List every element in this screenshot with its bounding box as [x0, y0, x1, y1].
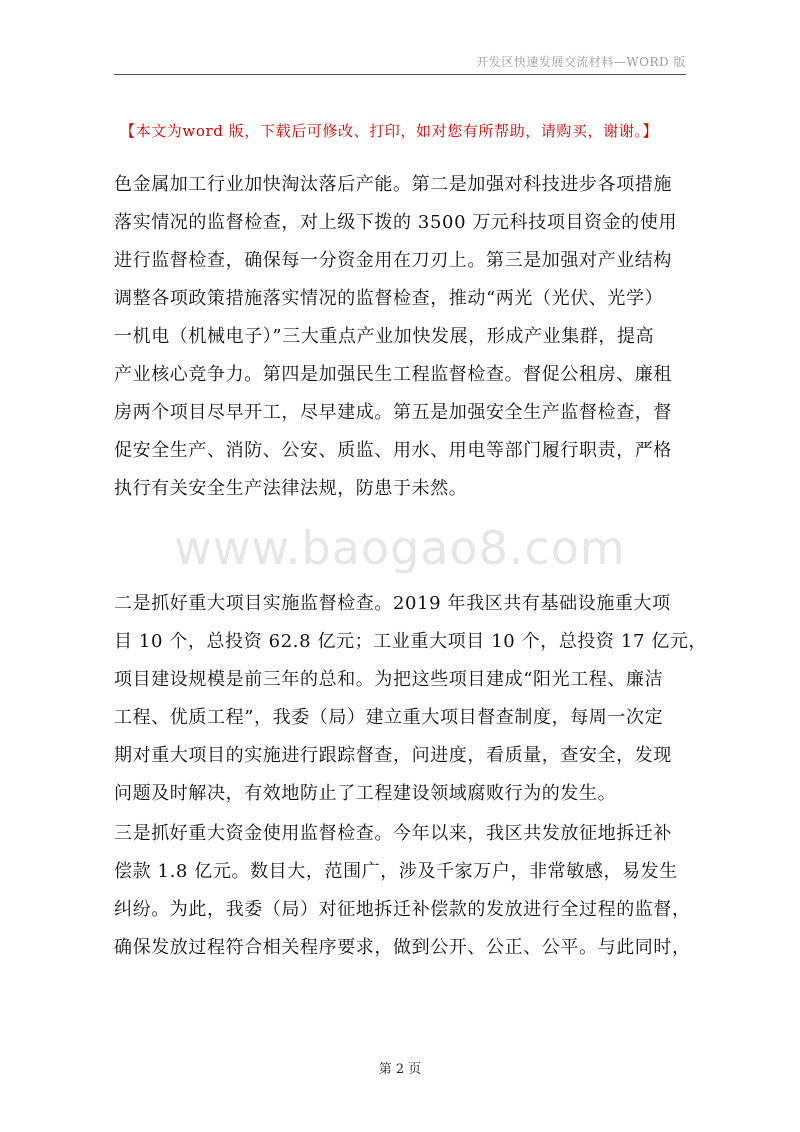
paragraph-line: 期对重大项目的实施进行跟踪督查，问进度，看质量，查安全，发现	[114, 745, 672, 766]
paragraph-line: 问题及时解决，有效地防止了工程建设领域腐败行为的发生。	[114, 783, 617, 804]
document-header-title: 开发区快速发展交流材料—WORD 版	[476, 55, 686, 69]
paragraph-line: 执行有关安全生产法律法规，防患于未然。	[114, 478, 468, 499]
watermark: www.baogao8.com	[174, 521, 626, 575]
page-number: 第 2 页	[378, 1062, 422, 1077]
paragraph-line: 二是抓好重大项目实施监督检查。2019 年我区共有基础设施重大项	[114, 593, 671, 614]
paragraph-2	[114, 585, 708, 813]
paragraph-1	[114, 166, 696, 508]
paragraph-line: 色金属加工行业加快淘汰落后产能。第二是加强对科技进步各项措施	[114, 174, 672, 195]
paragraph-line: 促安全生产、消防、公安、质监、用水、用电等部门履行职责，严格	[114, 440, 672, 461]
paragraph-line: 偿款 1.8 亿元。数目大，范围广，涉及千家万户，非常敏感，易发生	[114, 861, 678, 882]
header-divider	[114, 74, 686, 75]
paragraph-line: 产业核心竞争力。第四是加强民生工程监督检查。督促公租房、廉租	[114, 364, 672, 385]
paragraph-line: 房两个项目尽早开工，尽早建成。第五是加强安全生产监督检查，督	[114, 402, 672, 423]
paragraph-3	[114, 815, 696, 967]
paragraph-line: 工程、优质工程”，我委（局）建立重大项目督查制度，每周一次定	[114, 707, 664, 728]
download-notice: 【本文为word 版，下载后可修改、打印，如对您有所帮助，请购买，谢谢。】	[120, 122, 659, 140]
paragraph-line: 确保发放过程符合相关程序要求，做到公开、公正、公平。与此同时，	[114, 937, 691, 958]
paragraph-line: 三是抓好重大资金使用监督检查。今年以来，我区共发放征地拆迁补	[114, 823, 672, 844]
paragraph-line: 落实情况的监督检查，对上级下拨的 3500 万元科技项目资金的使用	[114, 212, 678, 233]
paragraph-line: 进行监督检查，确保每一分资金用在刀刃上。第三是加强对产业结构	[114, 250, 672, 271]
paragraph-line: 项目建设规模是前三年的总和。为把这些项目建成“阳光工程、廉洁	[114, 669, 664, 690]
paragraph-line: 纠纷。为此，我委（局）对征地拆迁补偿款的发放进行全过程的监督，	[114, 899, 691, 920]
paragraph-line: 目 10 个，总投资 62.8 亿元；工业重大项目 10 个，总投资 17 亿元，	[114, 631, 708, 652]
paragraph-line: 一机电（机械电子）”三大重点产业加快发展，形成产业集群，提高	[114, 326, 655, 347]
paragraph-line: 调整各项政策措施落实情况的监督检查，推动“两光（光伏、光学）	[114, 288, 664, 309]
